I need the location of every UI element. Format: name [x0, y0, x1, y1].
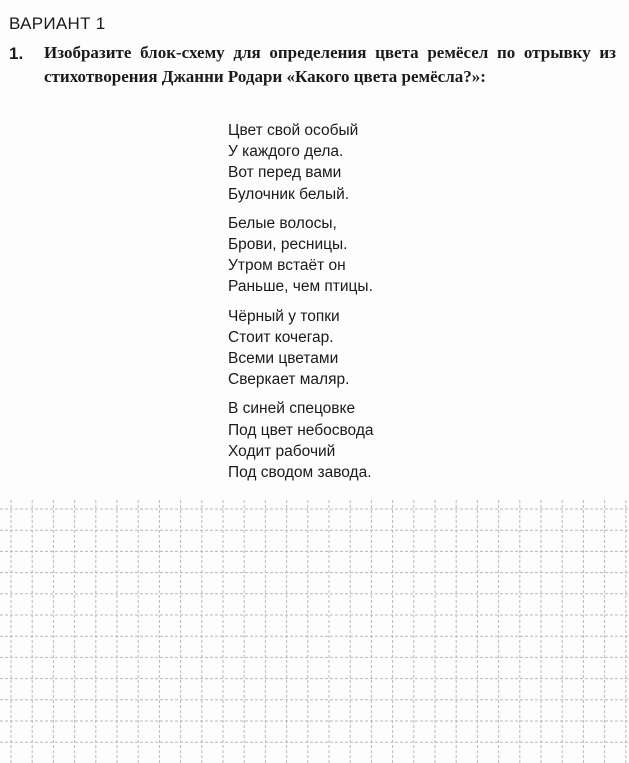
poem-line: Вот перед вами — [228, 164, 342, 182]
poem-line: Цвет свой особый — [228, 122, 359, 139]
variant-heading: ВАРИАНТ 1 — [9, 14, 106, 33]
poem-line: Под сводом завода. — [228, 464, 372, 482]
poem-stanza — [228, 306, 373, 391]
poem-line: Утром встаёт он — [228, 257, 346, 275]
poem-line: Чёрный у топки — [228, 307, 340, 325]
poem-line: Белые волосы, — [228, 214, 337, 232]
poem-line: Раньше, чем птицы. — [228, 278, 373, 296]
poem — [228, 120, 373, 491]
poem-stanza — [228, 398, 373, 483]
poem-line: У каждого дела. — [228, 143, 344, 161]
poem-line: Стоит кочегар. — [228, 328, 334, 346]
poem-line: Сверкает маляр. — [228, 371, 350, 389]
poem-stanza — [228, 213, 373, 298]
task-instruction: Изобразите блок-схему для определения цвета ремёсел по отрывку из стихотворения Джанни Родари «Какого цвета ремёсла?»: — [44, 43, 616, 86]
task-number: 1. — [9, 44, 24, 63]
poem-line: Брови, ресницы. — [228, 236, 348, 254]
poem-line: В синей спецовке — [228, 400, 356, 418]
poem-line: Под цвет небосвода — [228, 421, 374, 439]
poem-line: Всеми цветами — [228, 350, 339, 368]
poem-line: Булочник белый. — [228, 185, 350, 203]
graph-paper-grid — [0, 500, 629, 763]
poem-line: Ходит рабочий — [228, 442, 336, 460]
answer-grid[interactable] — [0, 500, 629, 763]
poem-stanza — [228, 120, 373, 205]
